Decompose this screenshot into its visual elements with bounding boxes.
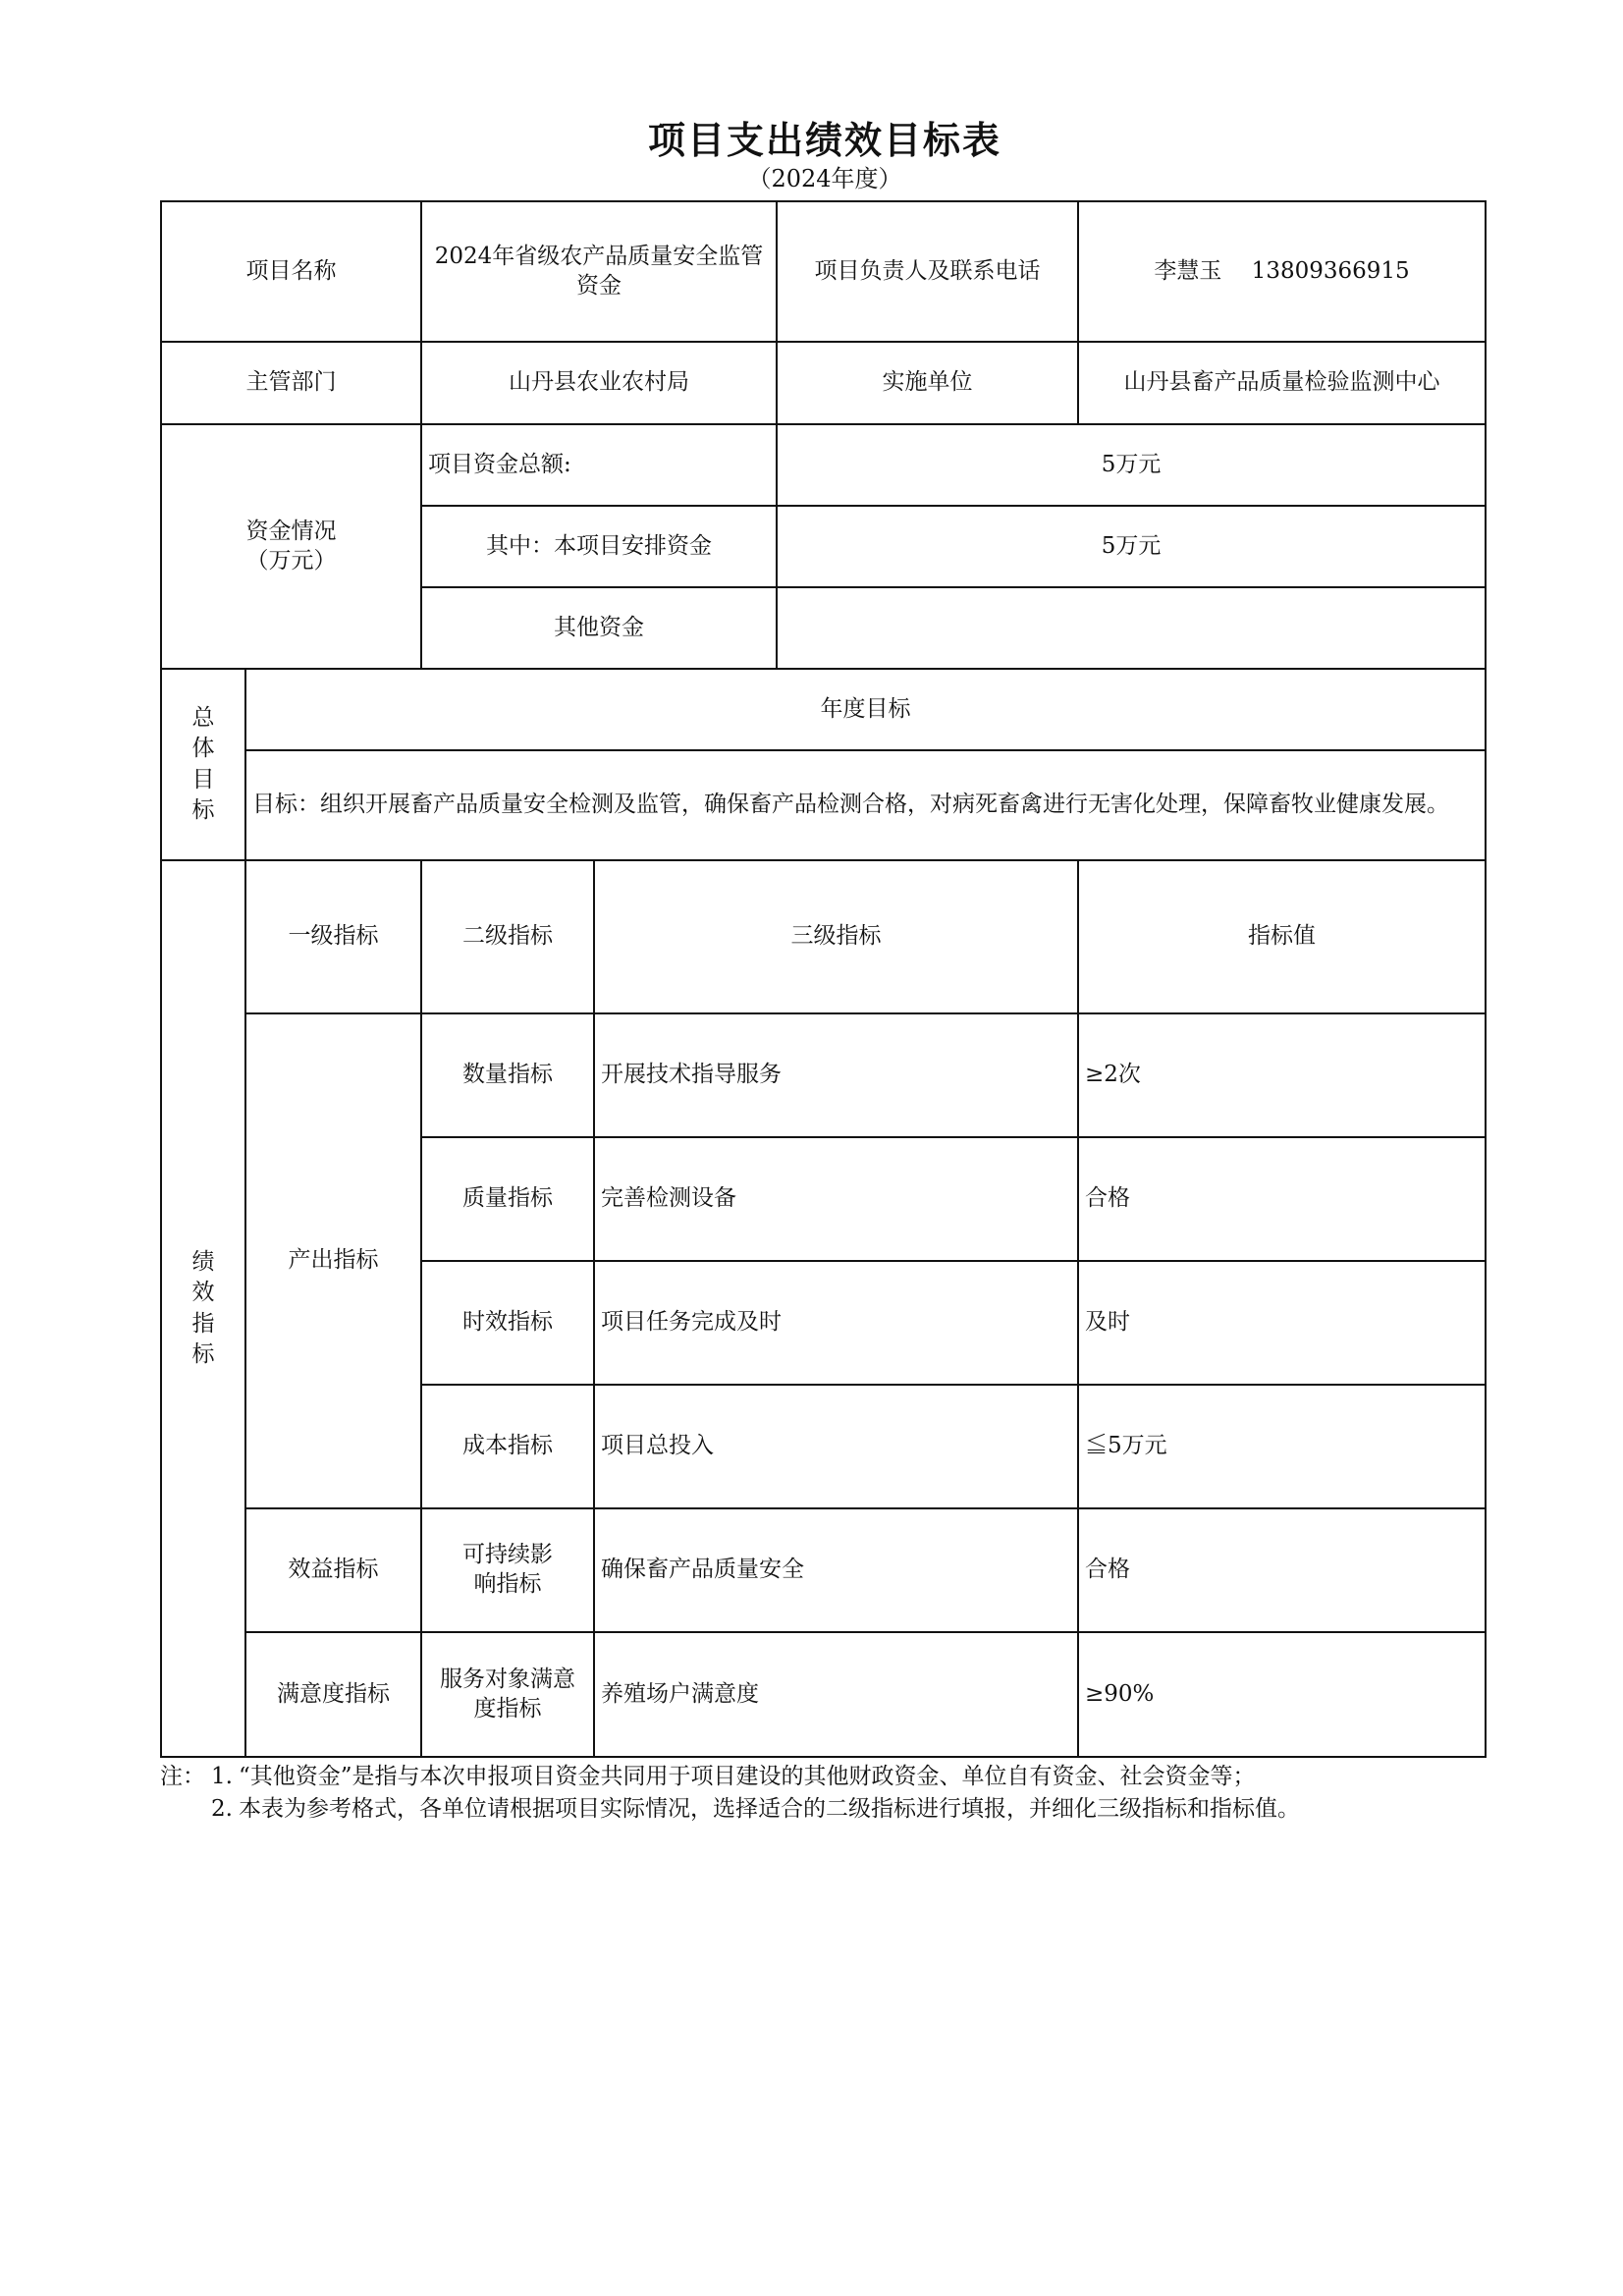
level2-quantity: 数量指标 xyxy=(421,1013,594,1137)
satisfaction-indicators-label: 满意度指标 xyxy=(245,1632,421,1757)
notes-prefix: 注： xyxy=(160,1764,205,1789)
contact-value: 李慧玉 13809366915 xyxy=(1078,201,1486,342)
level2-sustainability xyxy=(421,1508,594,1632)
header-level2: 二级指标 xyxy=(421,860,594,1013)
note-text: “其他资金”是指与本次申报项目资金共同用于项目建设的其他财政资金、单位自有资金、社会资金等； xyxy=(239,1764,1256,1789)
value-cost: ≦5万元 xyxy=(1078,1385,1486,1508)
department-label: 主管部门 xyxy=(161,342,421,424)
funds-other-value xyxy=(777,587,1486,669)
level2-quality: 质量指标 xyxy=(421,1137,594,1261)
notes xyxy=(160,1761,1319,1827)
level2-timeliness: 时效指标 xyxy=(421,1261,594,1385)
funds-label-text: 资金情况（万元） xyxy=(245,518,337,574)
value-timeliness: 及时 xyxy=(1078,1261,1486,1385)
output-indicators-label: 产出指标 xyxy=(245,1013,421,1508)
value-quality: 合格 xyxy=(1078,1137,1486,1261)
funds-total-value: 5万元 xyxy=(777,424,1486,506)
level3-cost: 项目总投入 xyxy=(594,1385,1078,1508)
note-text: 本表为参考格式，各单位请根据项目实际情况，选择适合的二级指标进行填报，并细化三级指标和指标值。 xyxy=(239,1796,1300,1823)
overall-goal-label xyxy=(161,669,245,860)
note-item-1 xyxy=(160,1761,1319,1793)
note-item-2 xyxy=(160,1793,1319,1826)
document-title: 项目支出绩效目标表 xyxy=(647,119,1001,162)
level2-satisfaction xyxy=(421,1632,594,1757)
project-name-label: 项目名称 xyxy=(161,201,421,342)
level3-sustainability: 确保畜产品质量安全 xyxy=(594,1508,1078,1632)
performance-indicators-label-text: 绩效指标 xyxy=(191,1249,215,1367)
value-sustainability: 合格 xyxy=(1078,1508,1486,1632)
header-level3: 三级指标 xyxy=(594,860,1078,1013)
level3-satisfaction: 养殖场户满意度 xyxy=(594,1632,1078,1757)
header-value: 指标值 xyxy=(1078,860,1486,1013)
funds-other-label: 其他资金 xyxy=(421,587,777,669)
performance-target-table xyxy=(160,200,1487,1758)
project-name-value: 2024年省级农产品质量安全监管资金 xyxy=(421,201,777,342)
benefit-indicators-label: 效益指标 xyxy=(245,1508,421,1632)
funds-total-label: 项目资金总额: xyxy=(421,424,777,506)
header-level1: 一级指标 xyxy=(245,860,421,1013)
level3-quantity: 开展技术指导服务 xyxy=(594,1013,1078,1137)
funds-arranged-label: 其中：本项目安排资金 xyxy=(421,506,777,587)
department-value: 山丹县农业农村局 xyxy=(421,342,777,424)
implementing-unit-label: 实施单位 xyxy=(777,342,1078,424)
funds-label xyxy=(161,424,421,669)
annual-goal-text: 目标：组织开展畜产品质量安全检测及监管，确保畜产品检测合格，对病死畜禽进行无害化处理，保障畜牧业健康发展。 xyxy=(245,750,1486,860)
value-satisfaction: ≥90% xyxy=(1078,1632,1486,1757)
level2-cost: 成本指标 xyxy=(421,1385,594,1508)
overall-goal-label-text: 总体目标 xyxy=(191,705,215,823)
contact-label: 项目负责人及联系电话 xyxy=(777,201,1078,342)
level3-timeliness: 项目任务完成及时 xyxy=(594,1261,1078,1385)
implementing-unit-value: 山丹县畜产品质量检验监测中心 xyxy=(1078,342,1486,424)
level2-sustainability-text: 可持续影响指标 xyxy=(462,1542,553,1597)
note-number: 2. xyxy=(211,1796,233,1823)
annual-goal-header: 年度目标 xyxy=(245,669,1486,750)
document-subtitle: （2024年度） xyxy=(747,165,902,192)
performance-indicators-label xyxy=(161,860,245,1757)
level2-satisfaction-text: 服务对象满意度指标 xyxy=(440,1666,575,1722)
level3-quality: 完善检测设备 xyxy=(594,1137,1078,1261)
value-quantity: ≥2次 xyxy=(1078,1013,1486,1137)
funds-arranged-value: 5万元 xyxy=(777,506,1486,587)
note-number: 1. xyxy=(211,1764,233,1789)
